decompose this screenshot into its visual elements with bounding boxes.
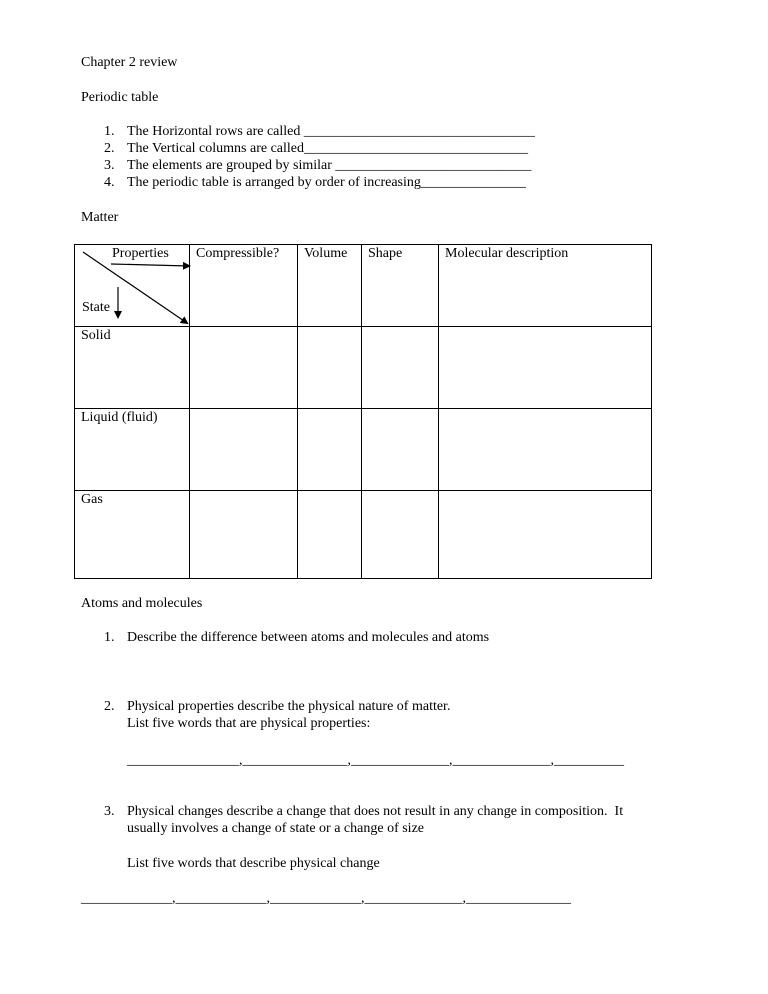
- answer-cell[interactable]: [190, 491, 298, 579]
- answer-cell[interactable]: [298, 491, 362, 579]
- answer-cell[interactable]: [362, 491, 439, 579]
- question-number-3: 3.: [104, 804, 115, 819]
- row-label-liquid: Liquid (fluid): [75, 409, 190, 491]
- column-header-molecular-description: Molecular description: [439, 245, 652, 327]
- state-label: State: [82, 300, 110, 315]
- periodic-item-text-2: The Vertical columns are called________________________________: [127, 141, 528, 156]
- column-header-volume: Volume: [298, 245, 362, 327]
- properties-label: Properties: [112, 246, 169, 261]
- periodic-item-text-4: The periodic table is arranged by order of increasing_______________: [127, 175, 526, 190]
- question-number-2: 2.: [104, 699, 115, 714]
- matter-heading: Matter: [81, 210, 119, 225]
- table-row-liquid: [75, 409, 652, 491]
- row-label-gas: Gas: [75, 491, 190, 579]
- atoms-heading: Atoms and molecules: [81, 596, 203, 611]
- physical-change-blanks[interactable]: _____________,_____________,_____________,______________,_______________: [81, 891, 571, 906]
- answer-cell[interactable]: [362, 327, 439, 409]
- question-2-line-1: Physical properties describe the physical nature of matter.: [127, 699, 451, 714]
- answer-cell[interactable]: [439, 491, 652, 579]
- periodic-item-text-1: The Horizontal rows are called _________________________________: [127, 124, 535, 139]
- periodic-item-number-1: 1.: [104, 124, 115, 139]
- answer-cell[interactable]: [439, 327, 652, 409]
- answer-cell[interactable]: [439, 409, 652, 491]
- periodic-item-number-3: 3.: [104, 158, 115, 173]
- question-text-1: Describe the difference between atoms and molecules and atoms: [127, 630, 490, 645]
- physical-properties-blanks[interactable]: ________________,_______________,______________,______________,__________: [127, 753, 624, 768]
- column-header-compressible: Compressible?: [190, 245, 298, 327]
- answer-cell[interactable]: [190, 327, 298, 409]
- periodic-table-heading: Periodic table: [81, 90, 159, 105]
- answer-cell[interactable]: [362, 409, 439, 491]
- question-3-line-2: usually involves a change of state or a change of size: [127, 821, 425, 836]
- periodic-item-number-2: 2.: [104, 141, 115, 156]
- answer-cell[interactable]: [298, 409, 362, 491]
- periodic-item-text-3: The elements are grouped by similar ____________________________: [127, 158, 532, 173]
- row-label-solid: Solid: [75, 327, 190, 409]
- matter-table: [74, 244, 652, 579]
- question-2-line-2: List five words that are physical properties:: [127, 716, 371, 731]
- matter-header-row: [75, 245, 652, 327]
- table-row-gas: [75, 491, 652, 579]
- question-3-line-1: Physical changes describe a change that does not result in any change in composition. It: [127, 804, 624, 819]
- table-row-solid: [75, 327, 652, 409]
- question-number-1: 1.: [104, 630, 115, 645]
- answer-cell[interactable]: [190, 409, 298, 491]
- column-header-shape: Shape: [362, 245, 439, 327]
- answer-cell[interactable]: [298, 327, 362, 409]
- periodic-item-number-4: 4.: [104, 175, 115, 190]
- matter-corner-cell: [75, 245, 190, 327]
- question-3-prompt: List five words that describe physical change: [127, 856, 380, 871]
- page-title: Chapter 2 review: [81, 55, 178, 70]
